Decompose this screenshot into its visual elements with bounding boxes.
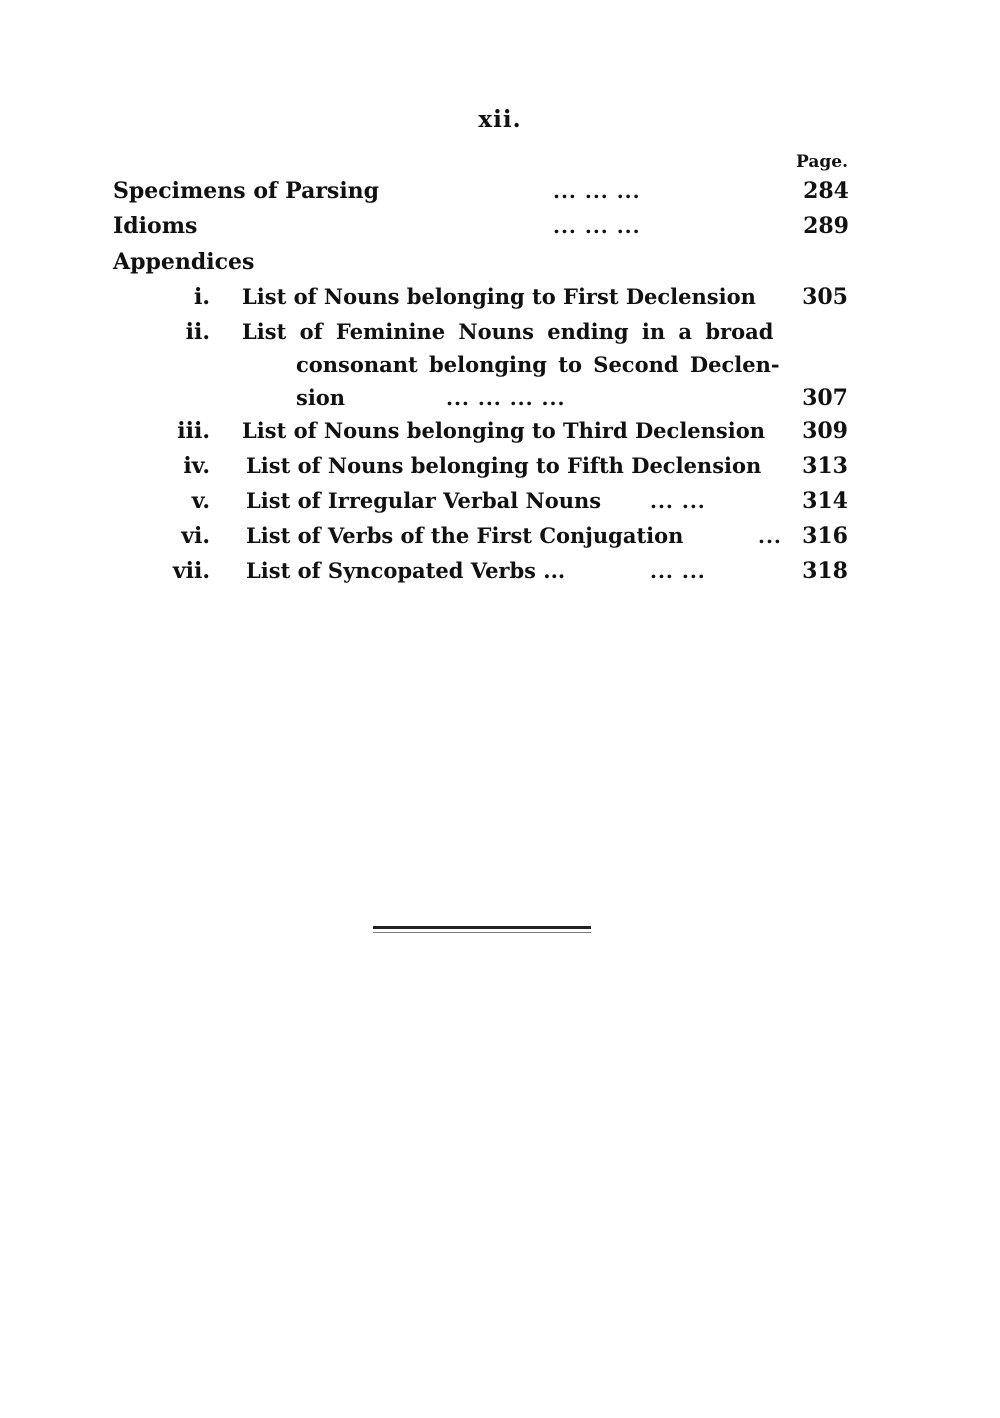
appendix-title: List of Nouns belonging to Third Declension bbox=[242, 418, 766, 443]
dot-leader: ... ... ... ... bbox=[446, 386, 566, 410]
appendix-title-line-3: sion bbox=[296, 385, 346, 410]
appendix-title: List of Nouns belonging to Fifth Declension bbox=[246, 453, 762, 478]
dot-leader: ... ... ... bbox=[553, 214, 641, 238]
appendix-title: List of Irregular Verbal Nouns bbox=[246, 488, 602, 513]
appendix-numeral: v. bbox=[191, 488, 210, 514]
appendix-numeral: i. bbox=[193, 284, 210, 310]
appendix-entry-iv bbox=[150, 451, 848, 481]
appendix-title: List of Syncopated Verbs ... bbox=[246, 558, 566, 583]
appendix-page: 314 bbox=[802, 488, 848, 514]
toc-entry-idioms bbox=[113, 211, 849, 241]
appendix-numeral: vi. bbox=[181, 523, 210, 549]
appendix-entry-ii bbox=[150, 317, 848, 417]
toc-entry-title: Idioms bbox=[113, 213, 198, 239]
toc-entry-page: 284 bbox=[803, 178, 849, 204]
page-column-heading: Page. bbox=[796, 152, 848, 172]
appendix-entry-vi bbox=[150, 521, 848, 551]
appendix-page: 305 bbox=[802, 284, 848, 310]
divider-rule-top bbox=[373, 926, 591, 929]
appendix-numeral: ii. bbox=[185, 319, 210, 345]
dot-leader: ... ... bbox=[650, 489, 706, 513]
appendix-page: 318 bbox=[802, 558, 848, 584]
appendix-entry-iii bbox=[150, 416, 848, 446]
appendix-numeral: iv. bbox=[183, 453, 210, 479]
appendix-entry-vii bbox=[150, 556, 848, 586]
divider-rule-bottom bbox=[373, 932, 591, 933]
appendix-title-line-2: consonant belonging to Second Declen- bbox=[296, 352, 780, 377]
appendix-title: List of Verbs of the First Conjugation bbox=[246, 523, 684, 548]
toc-entry-specimens-of-parsing bbox=[113, 176, 849, 206]
appendix-page: 309 bbox=[802, 418, 848, 444]
appendix-numeral: iii. bbox=[177, 418, 210, 444]
appendix-page: 307 bbox=[802, 385, 848, 411]
appendix-page: 313 bbox=[802, 453, 848, 479]
dot-leader: ... ... bbox=[650, 559, 706, 583]
appendix-title: List of Nouns belonging to First Declension bbox=[242, 284, 756, 309]
appendix-title-line-1: List of Feminine Nouns ending in a broad bbox=[242, 319, 774, 344]
dot-leader: ... bbox=[758, 524, 782, 548]
toc-entry-title: Appendices bbox=[113, 249, 255, 275]
appendix-entry-v bbox=[150, 486, 848, 516]
dot-leader: ... ... ... bbox=[553, 179, 641, 203]
toc-entry-title: Specimens of Parsing bbox=[113, 178, 380, 204]
toc-entry-page: 289 bbox=[803, 213, 849, 239]
page-number: xii. bbox=[478, 106, 522, 133]
appendix-entry-i bbox=[150, 282, 848, 312]
appendix-page: 316 bbox=[802, 523, 848, 549]
appendix-numeral: vii. bbox=[172, 558, 210, 584]
toc-entry-appendices bbox=[113, 247, 849, 277]
